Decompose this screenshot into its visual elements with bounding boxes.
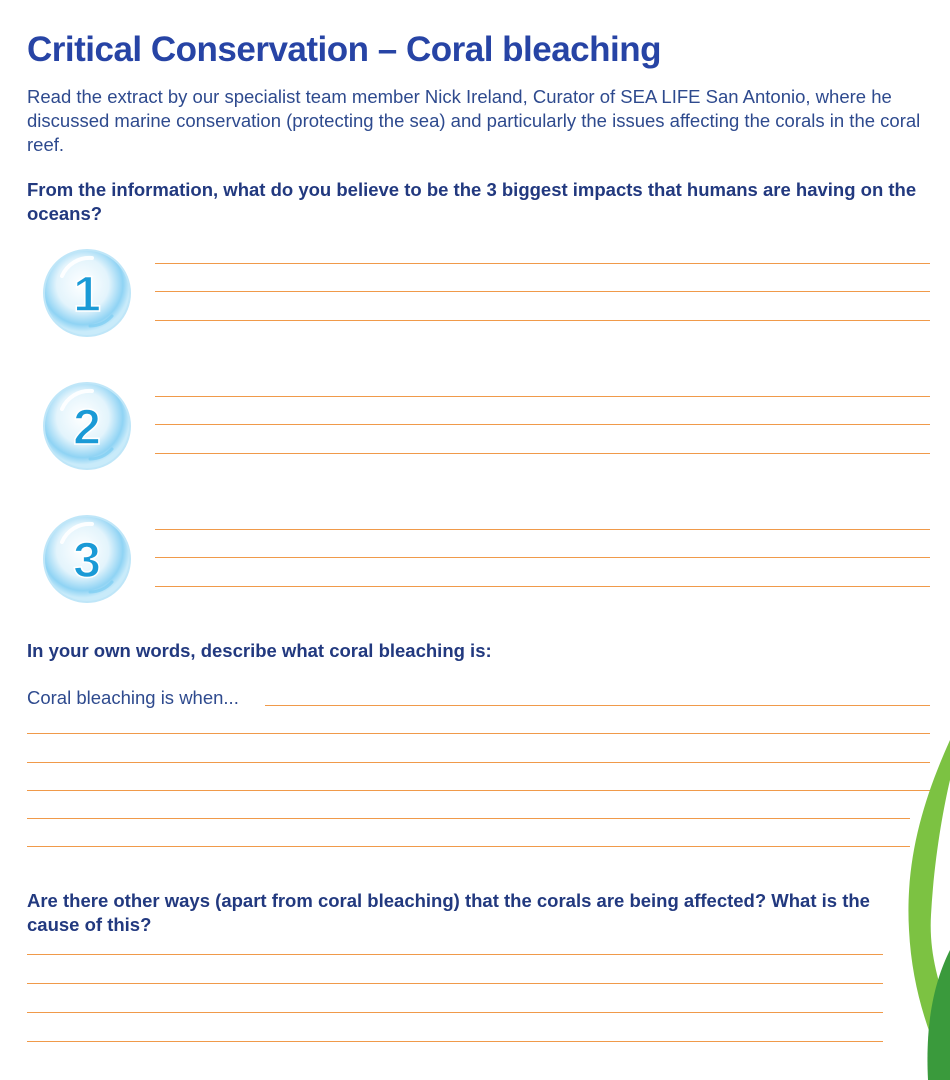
- answer-line-2c[interactable]: [155, 453, 930, 454]
- number-1: 1: [73, 266, 101, 322]
- bleaching-line-1[interactable]: [265, 705, 930, 706]
- answer-line-3c[interactable]: [155, 586, 930, 587]
- effects-line-2[interactable]: [27, 983, 883, 984]
- question-coral-bleaching: In your own words, describe what coral bleaching is:: [27, 640, 492, 661]
- question-impacts: From the information, what do you believe to be the 3 biggest impacts that humans are having on the oceans?: [27, 179, 917, 224]
- intro-paragraph: Read the extract by our specialist team member Nick Ireland, Curator of SEA LIFE San Antonio, where he discussed marine conservation (protecting the sea) and particularly the issues affecting the corals in the coral reef.: [27, 86, 921, 155]
- number-bubble-2-icon: [42, 379, 132, 473]
- bleaching-line-5[interactable]: [27, 818, 910, 819]
- seaweed-decoration-icon: [895, 740, 950, 1080]
- answer-line-3b[interactable]: [155, 557, 930, 558]
- number-bubble-3-icon: [42, 512, 132, 606]
- page-title: Critical Conservation – Coral bleaching: [27, 30, 661, 69]
- answer-line-1a[interactable]: [155, 263, 930, 264]
- answer-starter-text: Coral bleaching is when...: [27, 687, 239, 708]
- bleaching-line-2[interactable]: [27, 733, 930, 734]
- effects-line-3[interactable]: [27, 1012, 883, 1013]
- answer-line-1c[interactable]: [155, 320, 930, 321]
- answer-line-2a[interactable]: [155, 396, 930, 397]
- effects-line-4[interactable]: [27, 1041, 883, 1042]
- answer-line-3a[interactable]: [155, 529, 930, 530]
- question-other-effects: Are there other ways (apart from coral bleaching) that the corals are being affected? What is the cause of this?: [27, 890, 870, 935]
- number-bubble-1-icon: [42, 246, 132, 340]
- number-3: 3: [73, 532, 101, 588]
- answer-line-1b[interactable]: [155, 291, 930, 292]
- answer-line-2b[interactable]: [155, 424, 930, 425]
- effects-line-1[interactable]: [27, 954, 883, 955]
- bleaching-line-3[interactable]: [27, 762, 930, 763]
- number-2: 2: [73, 399, 101, 455]
- bleaching-line-6[interactable]: [27, 846, 910, 847]
- bleaching-line-4[interactable]: [27, 790, 930, 791]
